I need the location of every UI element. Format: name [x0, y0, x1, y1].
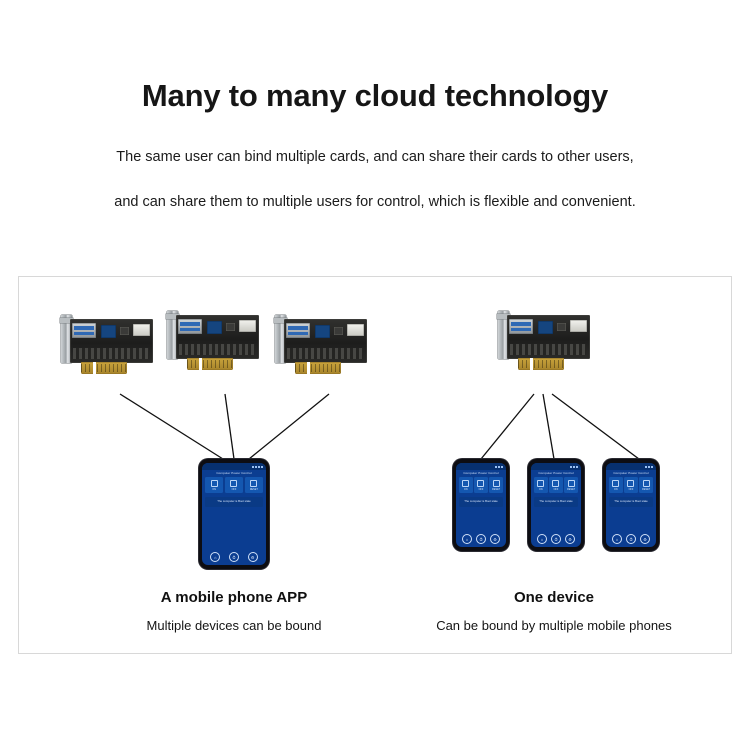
reset-button[interactable] — [489, 477, 503, 493]
card-gold-finger — [295, 362, 341, 374]
status-dot — [651, 466, 653, 468]
home-icon[interactable]: ⌂ — [462, 534, 472, 544]
home-icon[interactable]: ⌂ — [537, 534, 547, 544]
power-connector-icon — [347, 324, 364, 336]
phone-footer-nav — [606, 532, 656, 547]
power-icon — [612, 480, 619, 487]
card-pcb — [507, 315, 590, 359]
phone-screen — [531, 463, 581, 547]
card-chip-small-icon — [226, 323, 235, 331]
status-dot — [576, 466, 578, 468]
power-on-button[interactable] — [534, 477, 548, 493]
status-dot — [648, 466, 650, 468]
power-off-label: OFF — [628, 487, 634, 491]
phone-status-bar — [531, 463, 581, 470]
pcie-card — [496, 311, 592, 387]
reset-label: RESET — [249, 487, 258, 491]
status-dot — [645, 466, 647, 468]
card-notch — [307, 362, 310, 374]
pcie-card — [273, 315, 369, 391]
card-chip-small-icon — [557, 323, 566, 331]
card-pcb — [176, 315, 259, 359]
pcie-card — [59, 315, 155, 391]
subtitle-line-2: and can share them to multiple users for control, which is flexible and convenient. — [114, 194, 636, 210]
card-chip-icon — [207, 321, 222, 334]
power-on-label: ON — [614, 487, 618, 491]
settings-icon[interactable]: ⚙ — [490, 534, 500, 544]
phone-footer-nav — [531, 532, 581, 547]
status-dot — [498, 466, 500, 468]
power-on-label: ON — [464, 487, 468, 491]
power-connector-icon — [133, 324, 150, 336]
phone-screen — [606, 463, 656, 547]
status-dot — [255, 466, 257, 468]
app-title: Computer Power Control — [613, 471, 649, 475]
power-off-label: OFF — [553, 487, 559, 491]
status-dot — [573, 466, 575, 468]
status-dot — [252, 466, 254, 468]
page-title: Many to many cloud technology — [141, 78, 609, 113]
phone-status-bar — [202, 463, 266, 470]
phone-footer-nav — [202, 550, 266, 565]
status-dot — [495, 466, 497, 468]
card-chip-icon — [538, 321, 553, 334]
phone-screen — [202, 463, 266, 565]
phone-device — [453, 459, 509, 551]
pin-header-icon — [179, 344, 255, 355]
power-off-button[interactable] — [225, 477, 243, 493]
power-off-icon — [230, 480, 237, 487]
power-off-label: OFF — [231, 487, 237, 491]
power-on-button[interactable] — [205, 477, 223, 493]
power-icon — [537, 480, 544, 487]
timer-icon[interactable]: ⏱ — [476, 534, 486, 544]
card-gold-finger — [518, 358, 564, 370]
right-caption-title: One device — [513, 589, 595, 606]
right-caption-sub: Can be bound by multiple mobile phones — [436, 618, 672, 633]
status-dot — [261, 466, 263, 468]
usb-ports-icon — [72, 323, 96, 338]
reset-button[interactable] — [564, 477, 578, 493]
power-off-icon — [552, 480, 559, 487]
status-message: The computer is Boot state — [459, 497, 503, 507]
settings-icon[interactable]: ⚙ — [248, 552, 258, 562]
settings-icon[interactable]: ⚙ — [640, 534, 650, 544]
reset-button[interactable] — [639, 477, 653, 493]
status-dot — [501, 466, 503, 468]
usb-ports-icon — [286, 323, 310, 338]
timer-icon[interactable]: ⏱ — [626, 534, 636, 544]
status-dot — [570, 466, 572, 468]
power-off-button[interactable] — [624, 477, 638, 493]
reset-button[interactable] — [245, 477, 263, 493]
card-pcb — [284, 319, 367, 363]
control-button-grid — [456, 477, 506, 495]
pcie-card — [165, 311, 261, 387]
power-on-button[interactable] — [459, 477, 473, 493]
card-gold-finger — [187, 358, 233, 370]
phone-device — [603, 459, 659, 551]
diagram-frame — [18, 276, 732, 654]
power-icon — [211, 480, 218, 487]
home-icon[interactable]: ⌂ — [612, 534, 622, 544]
timer-icon[interactable]: ⏱ — [229, 552, 239, 562]
reset-label: RESET — [492, 487, 501, 491]
reset-icon — [568, 480, 575, 487]
power-off-button[interactable] — [549, 477, 563, 493]
card-notch — [93, 362, 96, 374]
power-icon — [462, 480, 469, 487]
power-on-label: ON — [212, 487, 216, 491]
card-chip-icon — [101, 325, 116, 338]
reset-icon — [643, 480, 650, 487]
power-connector-icon — [239, 320, 256, 332]
reset-icon — [250, 480, 257, 487]
status-dot — [258, 466, 260, 468]
card-notch — [199, 358, 202, 370]
left-caption-sub: Multiple devices can be bound — [146, 618, 322, 633]
app-title: Computer Power Control — [538, 471, 574, 475]
power-connector-icon — [570, 320, 587, 332]
phone-footer-nav — [456, 532, 506, 547]
card-chip-icon — [315, 325, 330, 338]
reset-label: RESET — [567, 487, 576, 491]
power-off-button[interactable] — [474, 477, 488, 493]
status-message: The computer is Boot state — [609, 497, 653, 507]
card-gold-finger — [81, 362, 127, 374]
card-chip-small-icon — [120, 327, 129, 335]
phone-status-bar — [456, 463, 506, 470]
power-off-icon — [477, 480, 484, 487]
control-button-grid — [531, 477, 581, 495]
status-message: The computer is Boot state — [205, 497, 263, 507]
subtitle-line-1: The same user can bind multiple cards, and can share their cards to other users, — [116, 149, 634, 165]
status-message: The computer is Boot state — [534, 497, 578, 507]
app-title: Computer Power Control — [216, 471, 252, 475]
pin-header-icon — [510, 344, 586, 355]
control-button-grid — [202, 477, 266, 495]
pin-header-icon — [287, 348, 363, 359]
card-pcb — [70, 319, 153, 363]
power-on-button[interactable] — [609, 477, 623, 493]
usb-ports-icon — [178, 319, 202, 334]
phone-screen — [456, 463, 506, 547]
card-notch — [530, 358, 533, 370]
phone-device — [199, 459, 269, 569]
phone-device — [528, 459, 584, 551]
pin-header-icon — [73, 348, 149, 359]
left-caption-title: A mobile phone APP — [160, 589, 308, 606]
reset-icon — [493, 480, 500, 487]
power-off-icon — [627, 480, 634, 487]
timer-icon[interactable]: ⏱ — [551, 534, 561, 544]
phone-status-bar — [606, 463, 656, 470]
power-off-label: OFF — [478, 487, 484, 491]
card-chip-small-icon — [334, 327, 343, 335]
settings-icon[interactable]: ⚙ — [565, 534, 575, 544]
usb-ports-icon — [509, 319, 533, 334]
app-title: Computer Power Control — [463, 471, 499, 475]
control-button-grid — [606, 477, 656, 495]
home-icon[interactable]: ⌂ — [210, 552, 220, 562]
power-on-label: ON — [539, 487, 543, 491]
reset-label: RESET — [642, 487, 651, 491]
